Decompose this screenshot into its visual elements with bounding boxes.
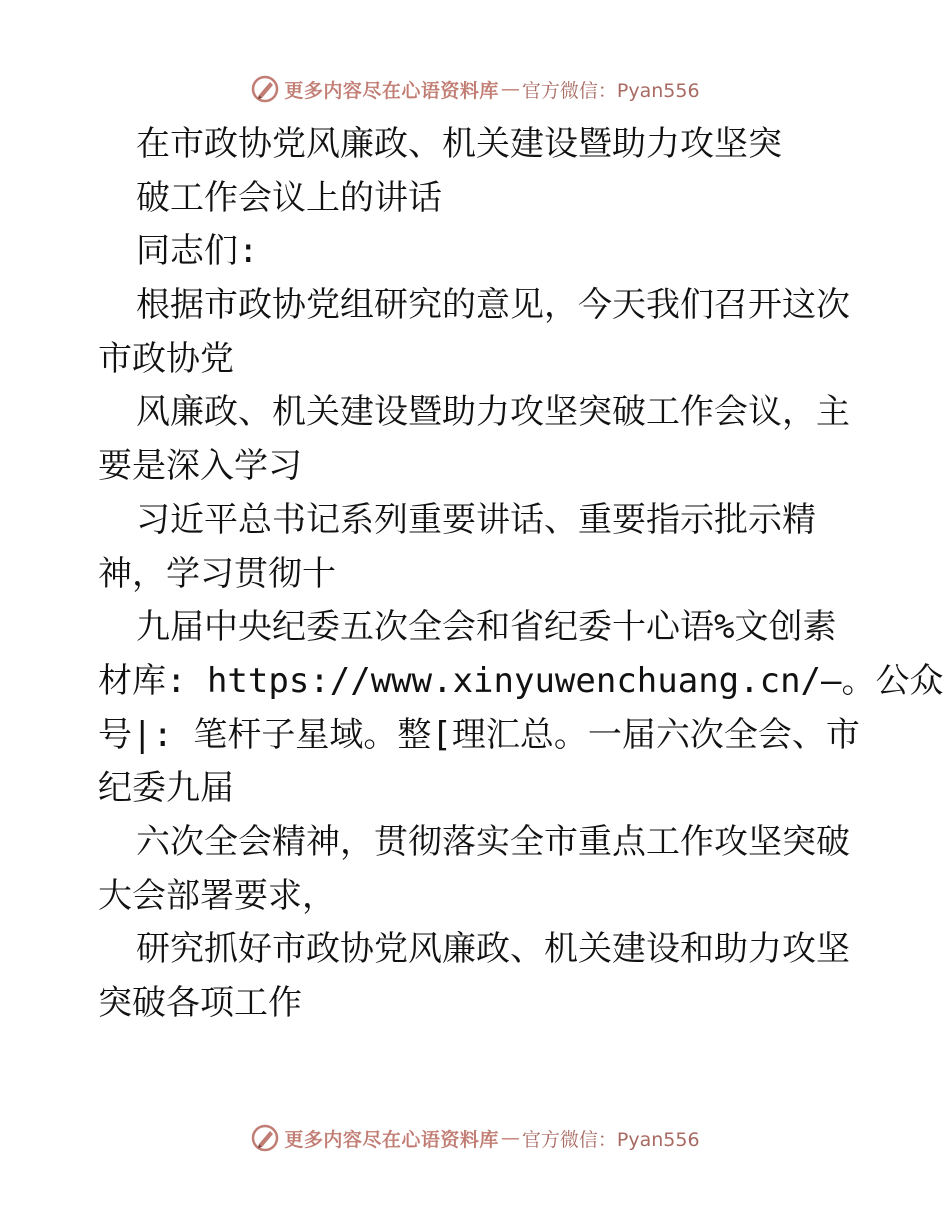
- document-line: 同志们:: [136, 231, 259, 272]
- pen-logo-icon: [250, 74, 280, 104]
- footer-brand: 更多内容尽在心语资料库: [284, 1128, 499, 1151]
- header-banner: [0, 72, 950, 106]
- document-line: 习近平总书记系列重要讲话、重要指示批示精: [136, 499, 816, 540]
- document-line: 要是深入学习: [98, 446, 302, 487]
- document-line: 九届中央纪委五次全会和省纪委十心语%文创素: [136, 607, 837, 648]
- footer-dash: —: [500, 1127, 520, 1149]
- header-brand: 更多内容尽在心语资料库: [284, 79, 499, 102]
- document-line: 风廉政、机关建设暨助力攻坚突破工作会议，主: [136, 392, 850, 433]
- document-line: 号|: 笔杆子星域。整[理汇总。一届六次全会、市: [98, 714, 860, 755]
- footer-contact: 官方微信：Pyan556: [521, 1128, 700, 1151]
- document-line: 神，学习贯彻十: [98, 553, 336, 594]
- header-dash: —: [500, 78, 520, 100]
- document-body: [98, 118, 944, 1031]
- document-line: 根据市政协党组研究的意见，今天我们召开这次: [136, 285, 850, 326]
- document-line: 在市政协党风廉政、机关建设暨助力攻坚突: [136, 124, 782, 164]
- document-line: 市政协党: [98, 338, 234, 379]
- document-line: 破工作会议上的讲话: [136, 177, 442, 218]
- header-contact: 官方微信：Pyan556: [521, 79, 700, 102]
- document-line: 材库: https://www.xinyuwenchuang.cn/—。公众: [98, 660, 944, 701]
- pen-logo-icon: [250, 1123, 280, 1153]
- document-line: 大会部署要求，: [98, 875, 336, 916]
- document-line: 研究抓好市政协党风廉政、机关建设和助力攻坚: [136, 929, 850, 970]
- footer-banner: [0, 1121, 950, 1155]
- document-line: 纪委九届: [98, 768, 234, 809]
- document-line: 突破各项工作: [98, 983, 302, 1023]
- document-line: 六次全会精神，贯彻落实全市重点工作攻坚突破: [136, 821, 850, 862]
